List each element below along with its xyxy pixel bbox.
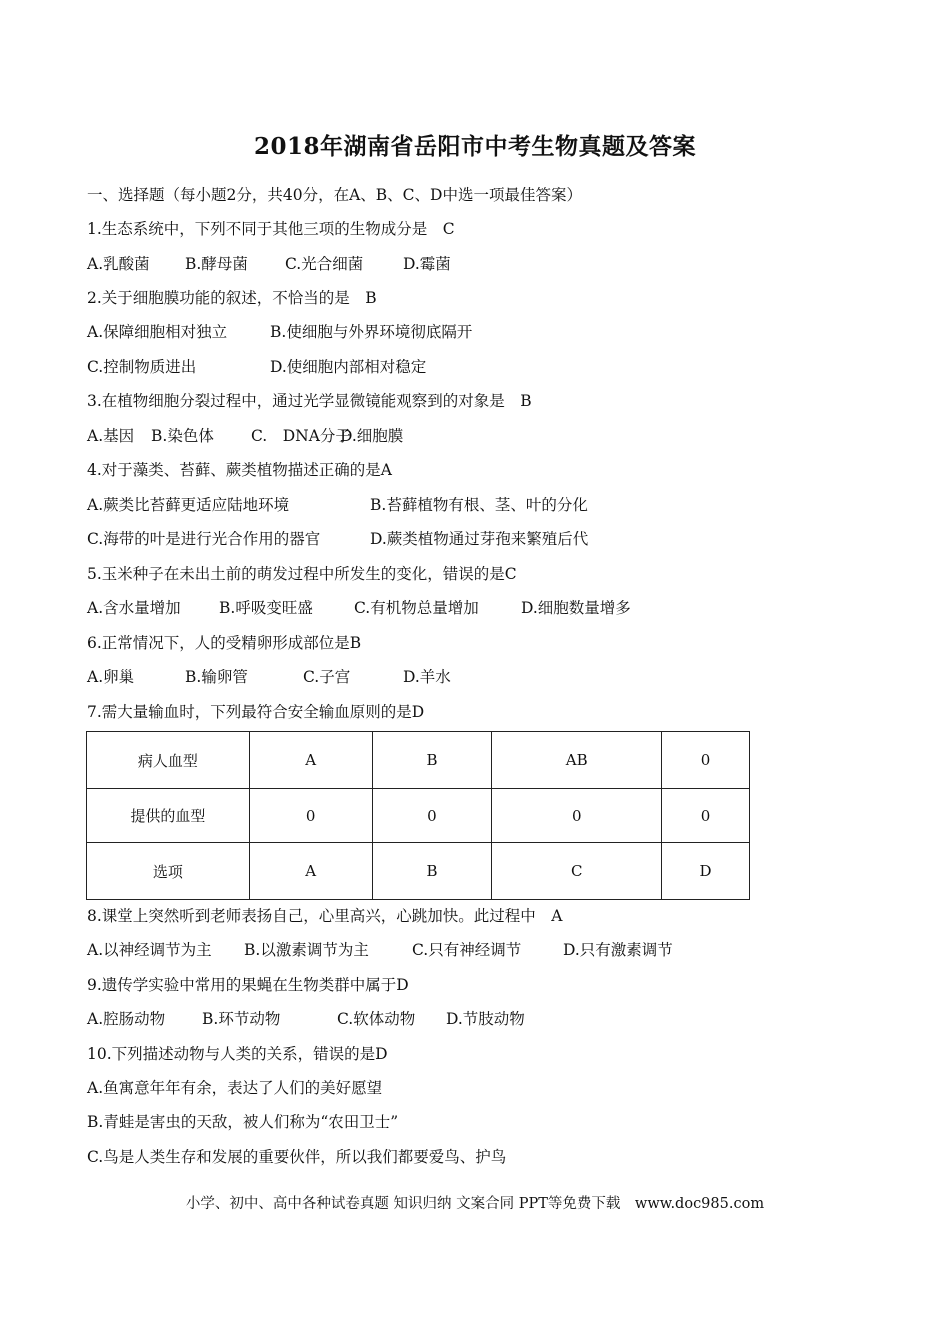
option: B.呼吸变旺盛 bbox=[219, 599, 313, 617]
option: D.细胞膜 bbox=[340, 427, 404, 445]
option: B.使细胞与外界环境彻底隔开 bbox=[270, 323, 473, 341]
page-title: 2018年湖南省岳阳市中考生物真题及答案 bbox=[253, 133, 696, 160]
table-cell: A bbox=[249, 843, 372, 900]
option: C.有机物总量增加 bbox=[354, 599, 479, 617]
table-row bbox=[87, 789, 750, 843]
option: C.只有神经调节 bbox=[412, 941, 522, 959]
option: B.苔藓植物有根、茎、叶的分化 bbox=[370, 496, 588, 514]
option: A.蕨类比苔藓更适应陆地环境 bbox=[87, 496, 290, 514]
table-cell: 选项 bbox=[87, 843, 250, 900]
question-stem-9: 9.遗传学实验中常用的果蝇在生物类群中属于D bbox=[87, 976, 409, 994]
table-row bbox=[87, 732, 750, 789]
option: C.控制物质进出 bbox=[87, 358, 197, 376]
option: A.卵巢 bbox=[87, 668, 135, 686]
page-footer: 小学、初中、高中各种试卷真题 知识归纳 文案合同 PPT等免费下载 www.doc985.com bbox=[185, 1196, 765, 1212]
section-header: 一、选择题（每小题2分，共40分，在A、B、C、D中选一项最佳答案） bbox=[87, 186, 582, 204]
question-stem-4: 4.对于藻类、苔藓、蕨类植物描述正确的是A bbox=[87, 461, 392, 479]
option: C.子宫 bbox=[303, 668, 351, 686]
option: C.海带的叶是进行光合作用的器官 bbox=[87, 530, 321, 548]
table-cell: 病人血型 bbox=[87, 732, 250, 789]
table-cell: 0 bbox=[662, 789, 750, 843]
question-stem-8: 8.课堂上突然听到老师表扬自己，心里高兴，心跳加快。此过程中 A bbox=[87, 907, 563, 925]
question-stem-10: 10.下列描述动物与人类的关系，错误的是D bbox=[87, 1045, 388, 1063]
table-cell: 0 bbox=[492, 789, 662, 843]
table-cell: 0 bbox=[662, 732, 750, 789]
option: D.羊水 bbox=[403, 668, 451, 686]
option: A.乳酸菌 bbox=[87, 255, 150, 273]
option: B.环节动物 bbox=[202, 1010, 281, 1028]
option: B.以激素调节为主 bbox=[244, 941, 369, 959]
option: B.染色体 bbox=[151, 427, 214, 445]
option: D.节肢动物 bbox=[446, 1010, 525, 1028]
table-cell: 0 bbox=[249, 789, 372, 843]
option: A.保障细胞相对独立 bbox=[87, 323, 228, 341]
option: D.细胞数量增多 bbox=[521, 599, 631, 617]
question-stem-2: 2.关于细胞膜功能的叙述，不恰当的是 B bbox=[87, 289, 377, 307]
option: B.输卵管 bbox=[185, 668, 248, 686]
option: B.酵母菌 bbox=[185, 255, 248, 273]
question-stem-1: 1.生态系统中，下列不同于其他三项的生物成分是 C bbox=[87, 220, 455, 238]
table-cell: 提供的血型 bbox=[87, 789, 250, 843]
option: A.以神经调节为主 bbox=[87, 941, 212, 959]
option: A.含水量增加 bbox=[87, 599, 181, 617]
option: D.只有激素调节 bbox=[563, 941, 673, 959]
option: D.霉菌 bbox=[403, 255, 451, 273]
table-cell: B bbox=[372, 843, 492, 900]
question-option-10a: A.鱼寓意年年有余，表达了人们的美好愿望 bbox=[87, 1079, 383, 1097]
table-cell: D bbox=[662, 843, 750, 900]
question-stem-6: 6.正常情况下，人的受精卵形成部位是B bbox=[87, 634, 362, 652]
option: D.蕨类植物通过芽孢来繁殖后代 bbox=[370, 530, 589, 548]
table-cell: 0 bbox=[372, 789, 492, 843]
option: C.软体动物 bbox=[337, 1010, 416, 1028]
option: A.腔肠动物 bbox=[87, 1010, 166, 1028]
option: C. DNA分子 bbox=[251, 427, 351, 445]
table-cell: B bbox=[372, 732, 492, 789]
question-stem-5: 5.玉米种子在未出土前的萌发过程中所发生的变化，错误的是C bbox=[87, 565, 517, 583]
option: C.光合细菌 bbox=[285, 255, 364, 273]
question-stem-3: 3.在植物细胞分裂过程中，通过光学显微镜能观察到的对象是 B bbox=[87, 392, 532, 410]
option: D.使细胞内部相对稳定 bbox=[270, 358, 427, 376]
blood-type-table bbox=[86, 731, 750, 900]
question-option-10c: C.鸟是人类生存和发展的重要伙伴，所以我们都要爱鸟、护鸟 bbox=[87, 1148, 507, 1166]
table-row bbox=[87, 843, 750, 900]
question-option-10b: B.青蛙是害虫的天敌，被人们称为“农田卫士” bbox=[87, 1113, 399, 1131]
option: A.基因 bbox=[87, 427, 135, 445]
table-cell: AB bbox=[492, 732, 662, 789]
question-stem-7: 7.需大量输血时，下列最符合安全输血原则的是D bbox=[87, 703, 425, 721]
table-cell: C bbox=[492, 843, 662, 900]
table-cell: A bbox=[249, 732, 372, 789]
